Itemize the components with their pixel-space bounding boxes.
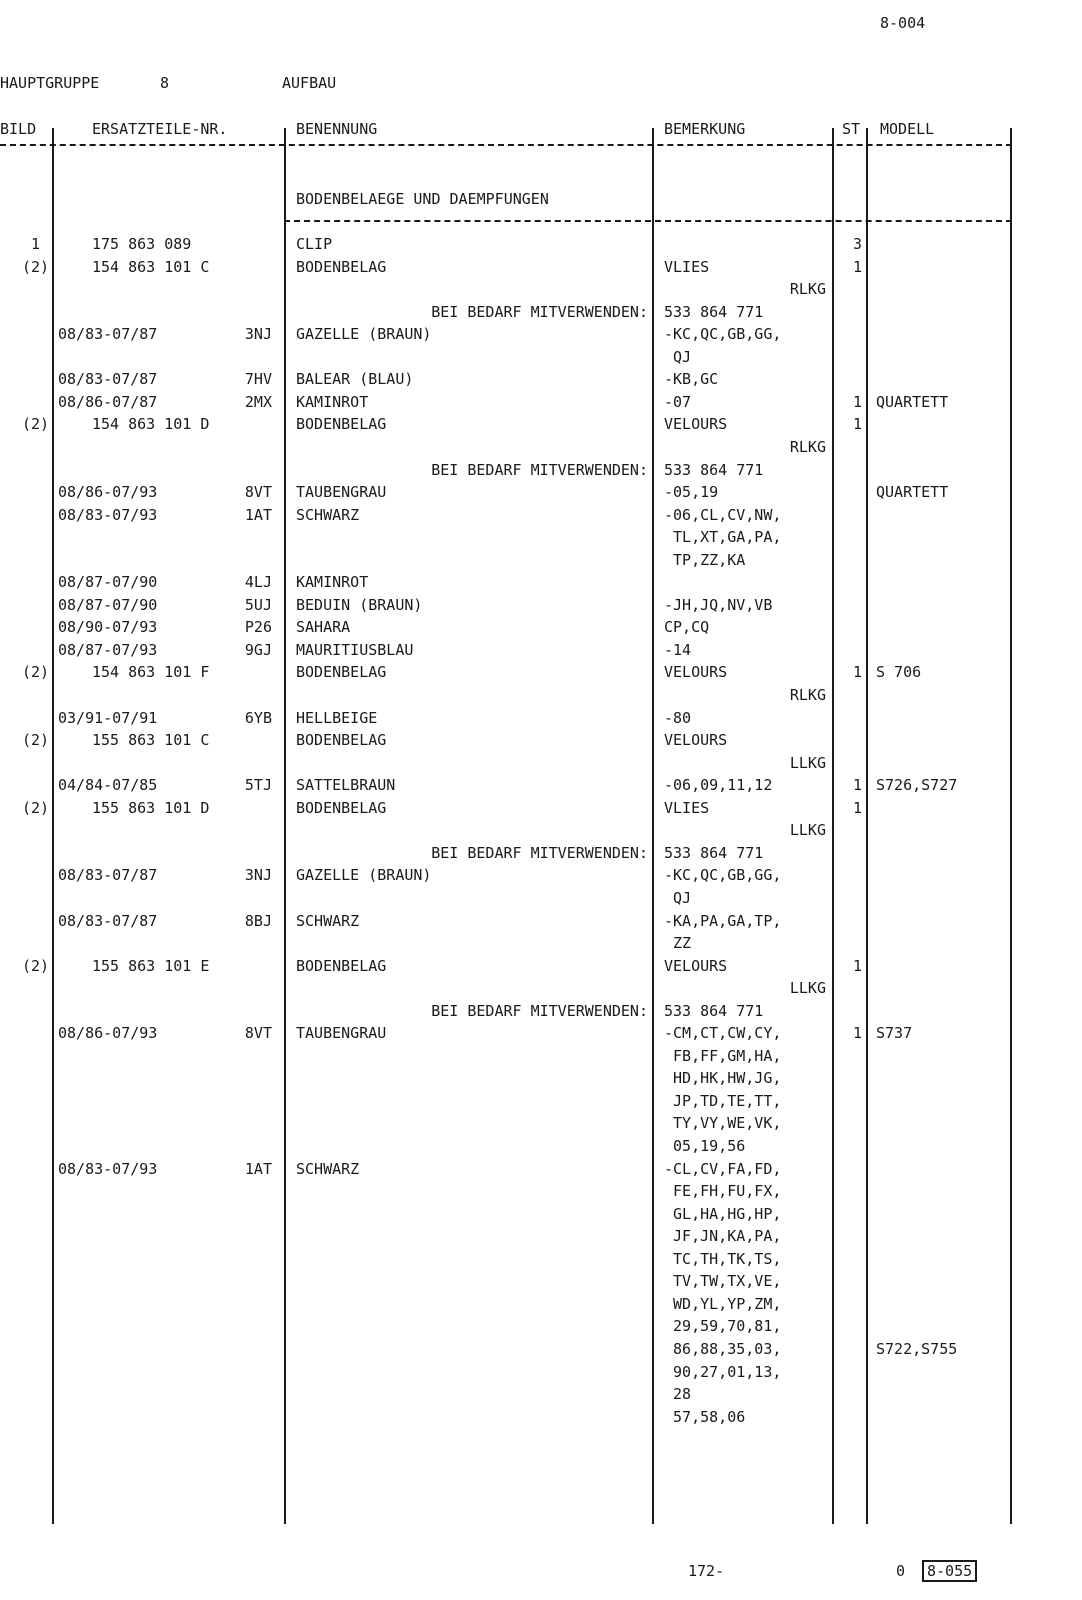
row-figure-ref: (2): [22, 258, 50, 276]
row-remark: QJ: [664, 348, 692, 366]
row-name: SCHWARZ: [296, 912, 360, 930]
row-quantity: 1: [852, 799, 862, 817]
footer-zero: 0: [896, 1562, 906, 1580]
row-color-code: 6YB: [244, 709, 272, 727]
row-name: GAZELLE (BRAUN): [296, 866, 432, 884]
row-color-code: 5TJ: [244, 776, 272, 794]
row-remark: -CL,CV,FA,FD,: [664, 1160, 782, 1178]
page-number: 8-004: [880, 14, 926, 32]
row-remark-side: RLKG: [789, 280, 826, 298]
row-quantity: 1: [852, 415, 862, 433]
row-color-code: 7HV: [244, 370, 272, 388]
col-divider-model: [1010, 128, 1012, 1524]
row-model: QUARTETT: [876, 393, 949, 411]
row-name: TAUBENGRAU: [296, 1024, 387, 1042]
row-model: S722,S755: [876, 1340, 958, 1358]
row-figure-ref: (2): [22, 957, 50, 975]
row-quantity: 3: [852, 235, 862, 253]
row-remark: 533 864 771: [664, 461, 764, 479]
row-remark: 57,58,06: [664, 1408, 746, 1426]
row-name: BEI BEDARF MITVERWENDEN:: [431, 844, 648, 862]
row-name: BALEAR (BLAU): [296, 370, 414, 388]
row-remark: 28: [664, 1385, 692, 1403]
row-remark: -80: [664, 709, 692, 727]
row-name: BEI BEDARF MITVERWENDEN:: [431, 1002, 648, 1020]
row-remark: 533 864 771: [664, 1002, 764, 1020]
row-quantity: 1: [852, 393, 862, 411]
col-header-bild: BILD: [0, 120, 37, 138]
row-model: S 706: [876, 663, 922, 681]
row-remark: VELOURS: [664, 415, 728, 433]
row-remark: JF,JN,KA,PA,: [664, 1227, 782, 1245]
row-remark: -CM,CT,CW,CY,: [664, 1024, 782, 1042]
row-color-code: 8BJ: [244, 912, 272, 930]
col-header-model: MODELL: [880, 120, 935, 138]
footer-boxed-ref: 8-055: [922, 1560, 977, 1582]
row-remark: -JH,JQ,NV,VB: [664, 596, 773, 614]
section-rule: [284, 220, 1012, 222]
row-remark: WD,YL,YP,ZM,: [664, 1295, 782, 1313]
row-quantity: 1: [852, 1024, 862, 1042]
footer-page-ref: 172-: [688, 1562, 725, 1580]
col-divider-st: [866, 128, 868, 1524]
row-remark: QJ: [664, 889, 692, 907]
row-remark-side: LLKG: [789, 754, 826, 772]
row-part-number: 155 863 101 D: [92, 799, 210, 817]
row-color-code: 2MX: [244, 393, 272, 411]
row-date-range: 08/83-07/93: [58, 1160, 158, 1178]
row-remark: TP,ZZ,KA: [664, 551, 746, 569]
row-name: BODENBELAG: [296, 415, 387, 433]
col-header-name: BENENNUNG: [296, 120, 378, 138]
row-name: SCHWARZ: [296, 506, 360, 524]
row-name: KAMINROT: [296, 573, 369, 591]
row-quantity: 1: [852, 776, 862, 794]
row-remark: -06,CL,CV,NW,: [664, 506, 782, 524]
row-color-code: 3NJ: [244, 866, 272, 884]
row-remark: HD,HK,HW,JG,: [664, 1069, 782, 1087]
row-remark: TL,XT,GA,PA,: [664, 528, 782, 546]
col-header-st: ST: [842, 120, 861, 138]
row-quantity: 1: [852, 258, 862, 276]
row-date-range: 08/83-07/87: [58, 866, 158, 884]
row-name: CLIP: [296, 235, 333, 253]
row-remark: VLIES: [664, 258, 710, 276]
row-remark: 86,88,35,03,: [664, 1340, 782, 1358]
row-remark-side: RLKG: [789, 438, 826, 456]
row-color-code: 8VT: [244, 483, 272, 501]
row-figure-ref: (2): [22, 799, 50, 817]
row-figure-ref: 1: [30, 235, 40, 253]
row-quantity: 1: [852, 957, 862, 975]
row-figure-ref: (2): [22, 415, 50, 433]
row-remark: 533 864 771: [664, 303, 764, 321]
row-remark: FB,FF,GM,HA,: [664, 1047, 782, 1065]
row-color-code: 9GJ: [244, 641, 272, 659]
row-part-number: 154 863 101 D: [92, 415, 210, 433]
row-model: QUARTETT: [876, 483, 949, 501]
group-label: HAUPTGRUPPE: [0, 74, 100, 92]
row-date-range: 08/90-07/93: [58, 618, 158, 636]
row-remark: CP,CQ: [664, 618, 710, 636]
row-name: BODENBELAG: [296, 663, 387, 681]
row-name: BODENBELAG: [296, 957, 387, 975]
row-remark: 29,59,70,81,: [664, 1317, 782, 1335]
row-date-range: 08/87-07/90: [58, 596, 158, 614]
col-divider-part: [284, 128, 286, 1524]
row-color-code: 4LJ: [244, 573, 272, 591]
row-color-code: 3NJ: [244, 325, 272, 343]
row-remark: FE,FH,FU,FX,: [664, 1182, 782, 1200]
row-quantity: 1: [852, 663, 862, 681]
row-model: S726,S727: [876, 776, 958, 794]
row-date-range: 08/86-07/87: [58, 393, 158, 411]
row-part-number: 154 863 101 F: [92, 663, 210, 681]
row-color-code: P26: [244, 618, 272, 636]
row-name: SCHWARZ: [296, 1160, 360, 1178]
row-remark: VLIES: [664, 799, 710, 817]
row-remark: GL,HA,HG,HP,: [664, 1205, 782, 1223]
col-header-part-no: ERSATZTEILE-NR.: [92, 120, 228, 138]
row-remark-side: LLKG: [789, 979, 826, 997]
row-figure-ref: (2): [22, 731, 50, 749]
col-divider-remark: [832, 128, 834, 1524]
row-part-number: 155 863 101 E: [92, 957, 210, 975]
row-name: HELLBEIGE: [296, 709, 378, 727]
row-part-number: 175 863 089: [92, 235, 192, 253]
section-title: BODENBELAEGE UND DAEMPFUNGEN: [296, 190, 549, 208]
row-name: BODENBELAG: [296, 731, 387, 749]
row-model: S737: [876, 1024, 913, 1042]
row-remark: ZZ: [664, 934, 692, 952]
row-date-range: 08/86-07/93: [58, 483, 158, 501]
row-remark: -14: [664, 641, 692, 659]
row-remark: 533 864 771: [664, 844, 764, 862]
row-remark: 90,27,01,13,: [664, 1363, 782, 1381]
header-rule: [0, 144, 1012, 146]
row-name: BEI BEDARF MITVERWENDEN:: [431, 461, 648, 479]
row-name: TAUBENGRAU: [296, 483, 387, 501]
row-remark: VELOURS: [664, 663, 728, 681]
row-remark: -06,09,11,12: [664, 776, 773, 794]
row-remark-side: RLKG: [789, 686, 826, 704]
row-remark: JP,TD,TE,TT,: [664, 1092, 782, 1110]
row-date-range: 08/83-07/87: [58, 325, 158, 343]
row-name: BODENBELAG: [296, 799, 387, 817]
row-date-range: 08/83-07/87: [58, 912, 158, 930]
row-date-range: 08/86-07/93: [58, 1024, 158, 1042]
row-color-code: 8VT: [244, 1024, 272, 1042]
row-remark: -KC,QC,GB,GG,: [664, 325, 782, 343]
row-date-range: 08/87-07/93: [58, 641, 158, 659]
row-remark: TV,TW,TX,VE,: [664, 1272, 782, 1290]
col-header-remark: BEMERKUNG: [664, 120, 746, 138]
col-divider-bild: [52, 128, 54, 1524]
row-color-code: 1AT: [244, 506, 272, 524]
row-date-range: 04/84-07/85: [58, 776, 158, 794]
section-name: AUFBAU: [282, 74, 337, 92]
row-name: KAMINROT: [296, 393, 369, 411]
row-name: MAURITIUSBLAU: [296, 641, 414, 659]
row-remark: -KC,QC,GB,GG,: [664, 866, 782, 884]
row-date-range: 08/87-07/90: [58, 573, 158, 591]
group-number: 8: [160, 74, 170, 92]
row-color-code: 1AT: [244, 1160, 272, 1178]
row-remark: -KB,GC: [664, 370, 719, 388]
row-part-number: 155 863 101 C: [92, 731, 210, 749]
row-remark: VELOURS: [664, 957, 728, 975]
row-remark: -07: [664, 393, 692, 411]
row-name: BEDUIN (BRAUN): [296, 596, 423, 614]
row-color-code: 5UJ: [244, 596, 272, 614]
row-remark-side: LLKG: [789, 821, 826, 839]
row-name: SATTELBRAUN: [296, 776, 396, 794]
row-remark: TY,VY,WE,VK,: [664, 1114, 782, 1132]
row-remark: 05,19,56: [664, 1137, 746, 1155]
row-name: BODENBELAG: [296, 258, 387, 276]
row-date-range: 08/83-07/87: [58, 370, 158, 388]
row-remark: -KA,PA,GA,TP,: [664, 912, 782, 930]
row-part-number: 154 863 101 C: [92, 258, 210, 276]
row-figure-ref: (2): [22, 663, 50, 681]
row-name: SAHARA: [296, 618, 351, 636]
row-name: BEI BEDARF MITVERWENDEN:: [431, 303, 648, 321]
row-name: GAZELLE (BRAUN): [296, 325, 432, 343]
row-remark: -05,19: [664, 483, 719, 501]
row-date-range: 08/83-07/93: [58, 506, 158, 524]
col-divider-name: [652, 128, 654, 1524]
row-date-range: 03/91-07/91: [58, 709, 158, 727]
row-remark: TC,TH,TK,TS,: [664, 1250, 782, 1268]
row-remark: VELOURS: [664, 731, 728, 749]
